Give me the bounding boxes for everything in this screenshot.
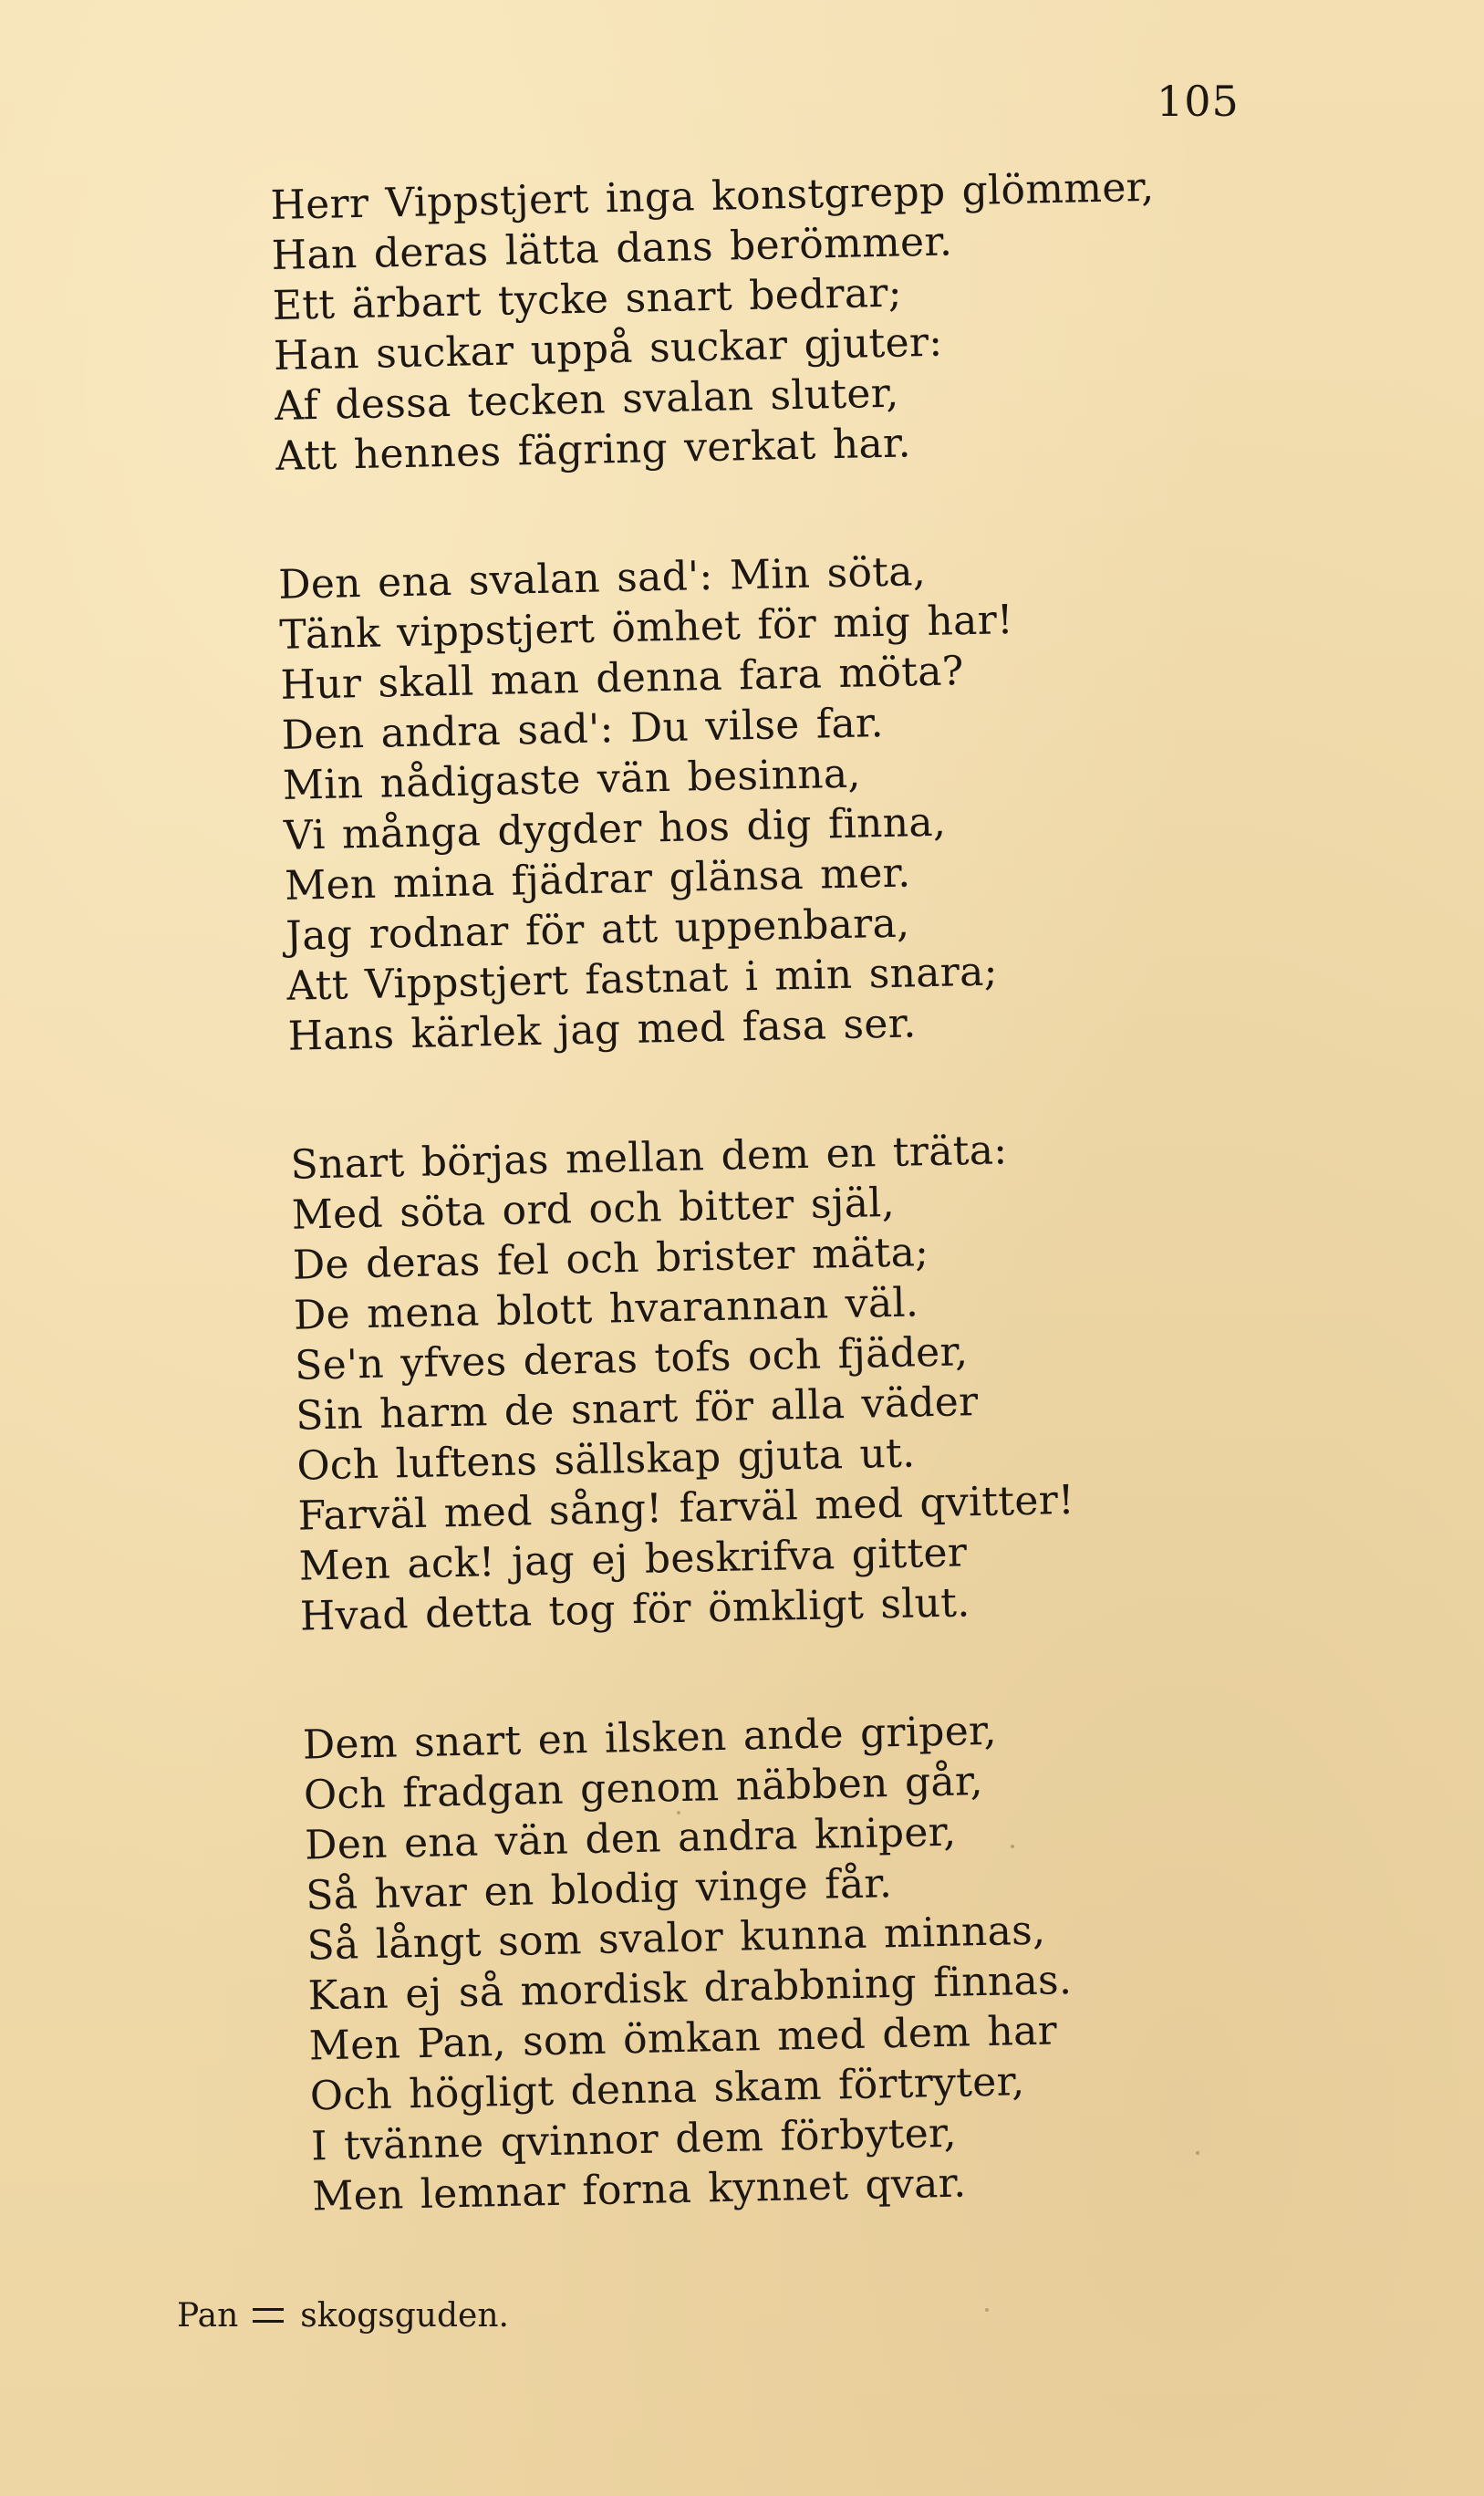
poem-line: Den ena svalan sad': Min söta, [277,548,927,608]
poem-line: Vi många dygder hos dig finna, [283,798,947,859]
poem-line: Och fradgan genom näbben går, [303,1758,984,1819]
poem-line: Af dessa tecken svalan sluter, [274,369,900,430]
poem-line: Kan ej så mordisk drabbning finnas. [307,1957,1073,2020]
poem-line: Att Vippstjert fastnat i min snara; [285,948,999,1010]
poem-line: Att hennes fägring verkat har. [275,420,912,480]
poem-line: Men lemnar forna kynnet qvar. [311,2159,967,2220]
poem-line: Se'n yfves deras tofs och fjäder, [294,1328,969,1389]
poem-line: Med söta ord och bitter själ, [291,1179,896,1239]
poem-line: Så hvar en blodig vinge får. [305,1860,893,1919]
poem-line: Hur skall man denna fara möta? [280,648,965,709]
poem-line: I tvänne qvinnor dem förbyter, [310,2109,958,2170]
poem-line: Och luftens sällskap gjuta ut. [296,1430,916,1490]
poem-line: Sin harm de snart för alla väder [295,1378,979,1440]
poem-line: Hvad detta tog för ömkligt slut. [299,1579,970,1640]
page-number: 105 [1157,77,1240,126]
stanza-4 [302,1701,1224,2222]
poem-line: Men ack! jag ej beskrifva gitter [298,1529,968,1590]
poem-line: Han deras lätta dans berömmer. [271,218,953,279]
poem-line: De deras fel och brister mäta; [292,1229,929,1289]
poem-line: Min nådigaste vän besinna, [282,750,862,809]
poem-line: Hans kärlek jag med fasa ser. [287,1000,918,1060]
poem-line: Men mina fjädrar glänsa mer. [284,849,911,910]
poem-line: Snart börjas mellan dem en träta: [290,1127,1008,1189]
stanza-3 [290,1121,1212,1642]
poem-line: Herr Vippstjert inga konstgrepp glömmer, [270,163,1155,229]
poem-line: Farväl med sång! farväl med qvitter! [297,1476,1075,1540]
poem-line: Ett ärbart tycke snart bedrar; [272,269,903,329]
poem-line: Tänk vippstjert ömhet för mig har! [278,597,1014,659]
paper-speck [1196,2151,1199,2155]
footnote-term: Pan [177,2297,239,2335]
poem-line: Jag rodnar för att uppenbara, [285,900,910,960]
poem [270,161,1226,2300]
equals-sign-icon [253,2308,284,2323]
footnote-definition: skogsguden. [300,2297,509,2335]
poem-line: Så långt som svalor kunna minnas, [306,1907,1046,1970]
paper-speck [985,2308,989,2312]
paper-speck [677,1811,680,1815]
poem-line: Men Pan, som ömkan med dem har [308,2007,1058,2070]
stanza-1 [270,161,1188,482]
paper-speck [1011,1845,1014,1848]
poem-line: Dem snart en ilsken ande griper, [302,1707,998,1769]
stanza-2 [278,541,1200,1062]
poem-line: De mena blott hvarannan väl. [293,1279,919,1339]
footnote [177,2297,509,2335]
poem-line: Han suckar uppå suckar gjuter: [273,318,943,380]
poem-line: Den ena vän den andra kniper, [304,1808,957,1869]
poem-line: Och högligt denna skam förtryter, [309,2058,1025,2120]
poem-line: Den andra sad': Du vilse far. [281,700,885,759]
